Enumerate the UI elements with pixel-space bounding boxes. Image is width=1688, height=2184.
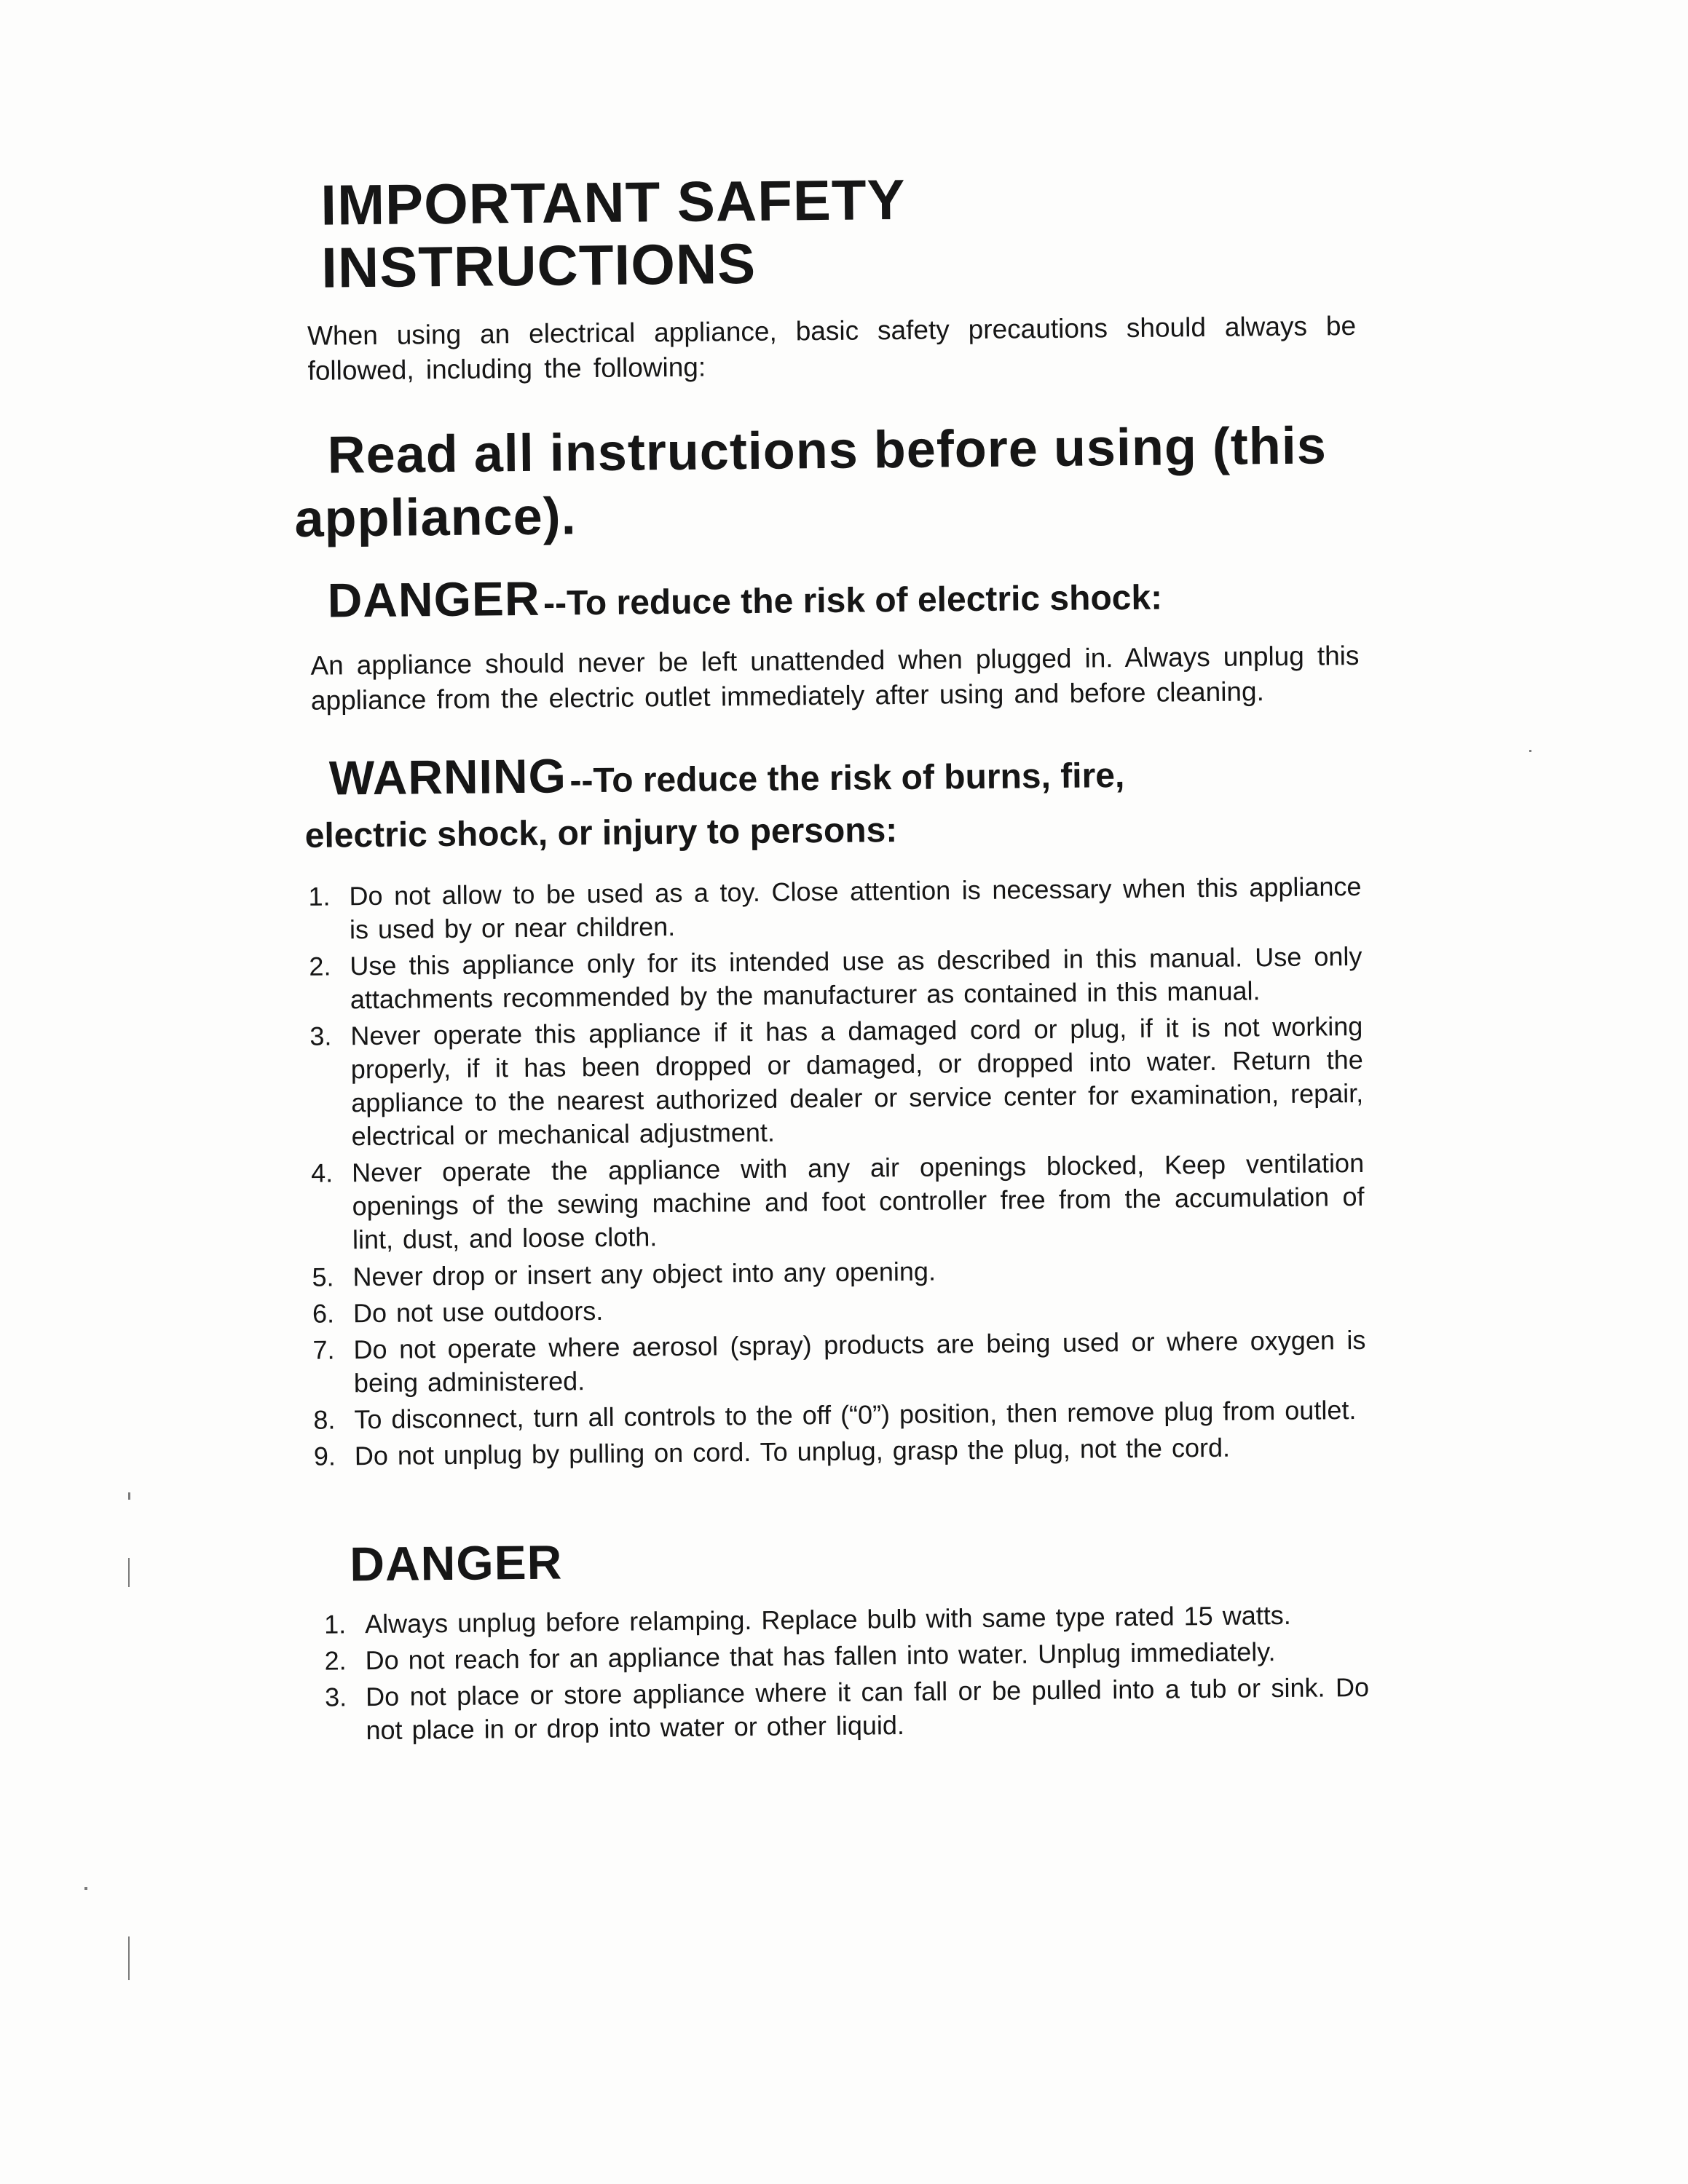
item-text: Do not place or store appliance where it can fall or be pulled into a tub or sink. Do not place in or drop into water or other liquid. [365, 1671, 1370, 1745]
list-item [312, 1287, 1365, 1331]
item-number: 3. [309, 1021, 332, 1051]
list-item [312, 1250, 1365, 1294]
warning-subtitle: --To reduce the risk of burns, fire, [569, 756, 1125, 801]
item-number: 1. [323, 1608, 347, 1639]
warning-heading [304, 738, 1361, 858]
danger-heading [327, 561, 1359, 630]
item-text: Use this appliance only for its intended use as described in this manual. Use only attachments recommended by the manufacturer as contained in this manual. [350, 941, 1362, 1015]
list-item [311, 1147, 1365, 1257]
item-number: 5. [312, 1262, 334, 1292]
item-number: 2. [324, 1645, 347, 1676]
danger2-label: DANGER [349, 1535, 563, 1591]
item-text: Do not unplug by pulling on cord. To unplug, grasp the plug, not the cord. [354, 1432, 1231, 1471]
item-text: Always unplug before relamping. Replace bulb with same type rated 15 watts. [364, 1599, 1291, 1639]
item-text: Never operate this appliance if it has a damaged cord or plug, if it is not working properly, if it has been dropped or damaged, or dropped into water. Return the appliance to the nearest authorized dealer or service center for examination, repair, electrical or mechanical adjustment. [350, 1010, 1364, 1152]
scan-speck [1529, 750, 1531, 752]
item-text: Do not operate where aerosol (spray) products are being used or where oxygen is being administered. [353, 1324, 1366, 1398]
intro-paragraph: When using an electrical appliance, basic safety precautions should always be followed, including the following: [307, 310, 1357, 387]
item-text: Never drop or insert any object into any opening. [352, 1256, 936, 1291]
read-all-heading: Read all instructions before using (this appliance). [294, 416, 1328, 548]
list-item [312, 1324, 1366, 1401]
item-number: 9. [313, 1441, 336, 1471]
list-item [325, 1671, 1370, 1748]
danger-paragraph: An appliance should never be left unattended when plugged in. Always unplug this appliance from the electric outlet immediately after using and before cleaning. [310, 640, 1360, 716]
item-text: Never operate the appliance with any air openings blocked, Keep ventilation openings of the sewing machine and foot controller free from the accumulation of lint, dust, and loose cloth. [351, 1148, 1365, 1255]
item-number: 6. [312, 1298, 335, 1329]
scan-speck [128, 1492, 130, 1500]
danger2-heading [350, 1524, 1368, 1594]
warning-subtitle-line2: electric shock, or injury to persons: [304, 810, 898, 855]
item-number: 1. [308, 881, 331, 911]
item-text: Do not allow to be used as a toy. Close attention is necessary when this appliance is used by or near children. [349, 871, 1362, 945]
item-text: To disconnect, turn all controls to the off (“0”) position, then remove plug from outlet. [354, 1394, 1357, 1435]
danger-subtitle: --To reduce the risk of electric shock: [543, 578, 1163, 623]
list-item [313, 1393, 1366, 1437]
item-number: 2. [309, 951, 331, 981]
scan-speck [128, 1936, 130, 1980]
list-item [314, 1430, 1367, 1473]
item-text: Do not reach for an appliance that has fallen into water. Unplug immediately. [365, 1636, 1276, 1675]
danger-label: DANGER [327, 571, 540, 628]
list-item [309, 940, 1362, 1017]
item-number: 3. [324, 1682, 347, 1712]
scan-speck [84, 1887, 87, 1890]
item-number: 8. [313, 1404, 336, 1435]
page-title: IMPORTANT SAFETY INSTRUCTIONS [320, 167, 905, 300]
list-item [308, 870, 1362, 947]
warning-list [298, 870, 1367, 1473]
scan-speck [128, 1558, 130, 1587]
warning-label: WARNING [328, 748, 567, 805]
item-text: Do not use outdoors. [352, 1295, 604, 1328]
item-number: 7. [312, 1334, 335, 1365]
item-number: 4. [310, 1158, 334, 1189]
danger-list [305, 1597, 1370, 1747]
list-item [324, 1597, 1368, 1641]
list-item [309, 1010, 1364, 1154]
instructions-content [291, 165, 1370, 1751]
list-item [324, 1634, 1368, 1677]
